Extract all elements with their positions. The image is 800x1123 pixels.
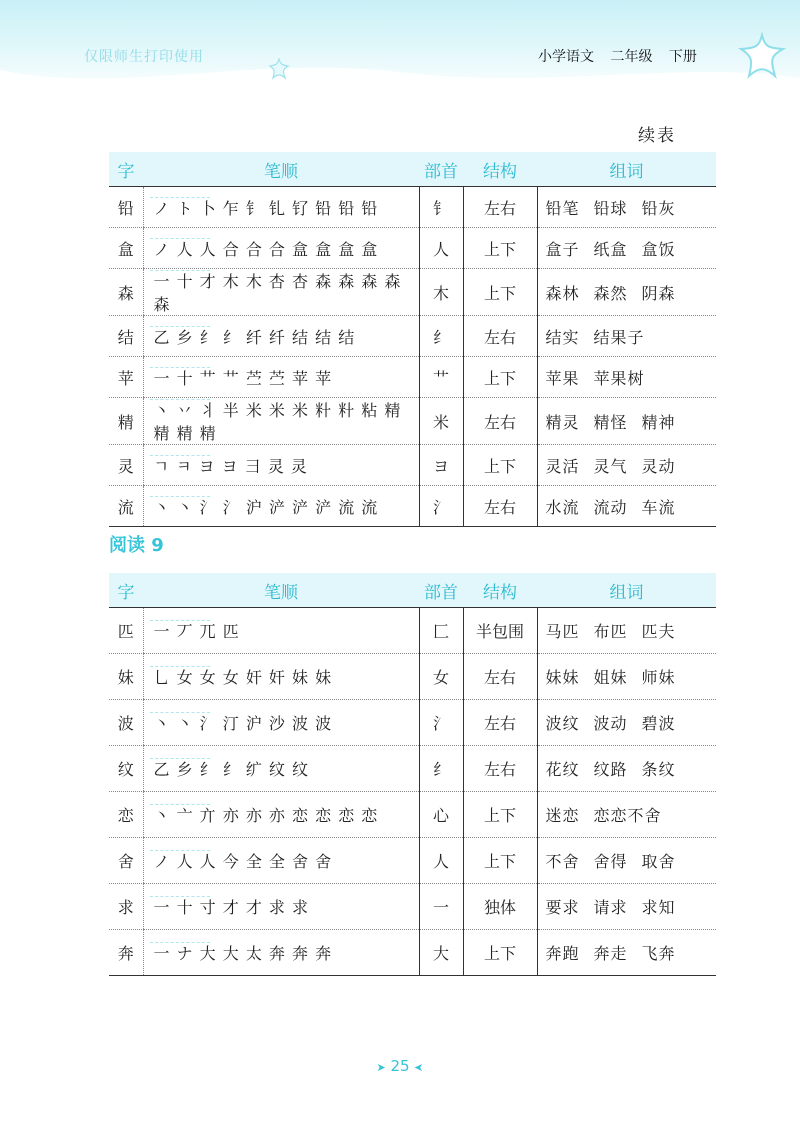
- star-decoration-icon: [738, 32, 786, 80]
- structure-text: 独体: [483, 898, 516, 917]
- stroke-order-cell: [143, 398, 419, 445]
- char-cell: [109, 269, 143, 316]
- radical-text: 心: [432, 806, 449, 825]
- table-row: [109, 269, 716, 316]
- char-text: 铅: [117, 198, 134, 218]
- char-text: 求: [117, 898, 134, 917]
- stroke-order-text: 丶 丶 氵 氵 沪 浐 浐 浐 流 流: [153, 497, 379, 517]
- radical-cell: [419, 445, 463, 486]
- column-header-char: 字: [109, 152, 143, 187]
- char-cell: [109, 700, 143, 746]
- char-cell: [109, 654, 143, 700]
- radical-text: 一: [432, 898, 449, 917]
- word-item: 森然: [593, 283, 628, 303]
- column-header-radical: 部首: [419, 573, 463, 608]
- word-item: 不舍: [545, 852, 580, 871]
- stroke-order-text: 一 十 艹 艹 苎 苎 苹 苹: [153, 368, 333, 388]
- word-item: 森林: [545, 283, 580, 303]
- radical-cell: [419, 838, 463, 884]
- arrow-right-icon: ➤: [376, 1061, 386, 1074]
- char-cell: [109, 228, 143, 269]
- char-cell: [109, 187, 143, 228]
- word-item: 迷恋: [545, 806, 580, 825]
- table-row: [109, 884, 716, 930]
- word-item: 奔跑: [545, 944, 580, 963]
- word-item: 布匹: [593, 622, 628, 641]
- subject-label: 小学语文: [538, 49, 594, 65]
- structure-text: 上下: [483, 806, 516, 825]
- table-row: [109, 838, 716, 884]
- stroke-order-cell: [143, 838, 419, 884]
- word-group-cell: [537, 445, 716, 486]
- stroke-order-cell: [143, 269, 419, 316]
- word-group-cell: [537, 398, 716, 445]
- radical-text: 人: [432, 239, 449, 259]
- stroke-order-cell: [143, 930, 419, 976]
- table-row: [109, 486, 716, 527]
- word-group-cell: [537, 700, 716, 746]
- word-group-cell: [537, 269, 716, 316]
- word-group-cell: [537, 884, 716, 930]
- char-text: 苹: [117, 368, 134, 388]
- stroke-order-text: 乙 乡 纟 纟 纩 纹 纹: [153, 760, 310, 779]
- radical-text: 女: [432, 668, 449, 687]
- structure-text: 左右: [483, 198, 516, 218]
- stroke-order-text: ノ 人 人 今 全 全 舍 舍: [153, 852, 333, 871]
- column-header-words: 组词: [537, 152, 716, 187]
- word-item: 姐妹: [593, 668, 628, 687]
- word-item: 精神: [641, 412, 676, 432]
- structure-cell: [463, 357, 537, 398]
- stroke-order-text: 一 丆 兀 匹: [153, 622, 240, 641]
- table-header-row: [109, 573, 716, 608]
- stroke-order-text: 乙 乡 纟 纟 纤 纤 结 结 结: [153, 327, 356, 347]
- word-item: 流动: [593, 497, 628, 517]
- char-cell: [109, 608, 143, 654]
- word-item: 纸盒: [593, 239, 628, 259]
- char-text: 灵: [117, 456, 134, 476]
- word-item: 盒饭: [641, 239, 676, 259]
- table-row: [109, 654, 716, 700]
- structure-text: 上下: [483, 944, 516, 963]
- structure-text: 左右: [483, 714, 516, 733]
- structure-text: 上下: [483, 456, 516, 476]
- stroke-order-text: 一 十 寸 才 才 求 求: [153, 898, 310, 917]
- word-item: 苹果树: [593, 368, 645, 388]
- page-number: [370, 1057, 430, 1075]
- stroke-order-text: 一 十 才 木 木 杏 杏 森 森 森 森 森: [153, 272, 402, 314]
- structure-text: 左右: [483, 412, 516, 432]
- table-row: [109, 228, 716, 269]
- word-item: 波动: [593, 714, 628, 733]
- word-item: 精灵: [545, 412, 580, 432]
- word-group-cell: [537, 486, 716, 527]
- radical-cell: [419, 269, 463, 316]
- structure-text: 上下: [483, 239, 516, 259]
- structure-text: 左右: [483, 497, 516, 517]
- stroke-order-cell: [143, 654, 419, 700]
- word-item: 师妹: [641, 668, 676, 687]
- word-item: 铅笔: [545, 198, 580, 218]
- word-item: 飞奔: [641, 944, 676, 963]
- structure-cell: [463, 654, 537, 700]
- word-group-cell: [537, 228, 716, 269]
- radical-text: 人: [432, 852, 449, 871]
- structure-cell: [463, 930, 537, 976]
- char-text: 精: [117, 412, 134, 432]
- column-header-radical: 部首: [419, 152, 463, 187]
- stroke-order-cell: [143, 792, 419, 838]
- char-text: 结: [117, 327, 134, 347]
- radical-cell: [419, 228, 463, 269]
- word-item: 阴森: [641, 283, 676, 303]
- structure-cell: [463, 269, 537, 316]
- structure-cell: [463, 746, 537, 792]
- structure-cell: [463, 398, 537, 445]
- radical-cell: [419, 884, 463, 930]
- word-item: 取舍: [641, 852, 676, 871]
- word-item: 碧波: [641, 714, 676, 733]
- page-number-value: 25: [390, 1057, 410, 1075]
- word-item: 灵动: [641, 456, 676, 476]
- word-group-cell: [537, 838, 716, 884]
- word-group-cell: [537, 316, 716, 357]
- word-item: 灵气: [593, 456, 628, 476]
- table-row: [109, 930, 716, 976]
- char-text: 妹: [117, 668, 134, 687]
- column-header-char: 字: [109, 573, 143, 608]
- radical-text: 匚: [432, 622, 449, 641]
- word-group-cell: [537, 792, 716, 838]
- char-cell: [109, 398, 143, 445]
- stroke-order-cell: [143, 608, 419, 654]
- arrow-left-icon: ➤: [414, 1061, 424, 1074]
- word-item: 要求: [545, 898, 580, 917]
- char-text: 森: [117, 283, 134, 303]
- char-cell: [109, 316, 143, 357]
- char-cell: [109, 930, 143, 976]
- stroke-order-text: 乚 女 女 女 奸 奸 妹 妹: [153, 668, 333, 687]
- radical-text: 大: [432, 944, 449, 963]
- structure-text: 左右: [483, 760, 516, 779]
- print-watermark: 仅限师生打印使用: [84, 49, 204, 65]
- column-header-strokes: 笔顺: [143, 573, 419, 608]
- char-text: 盒: [117, 239, 134, 259]
- word-item: 妹妹: [545, 668, 580, 687]
- word-group-cell: [537, 608, 716, 654]
- word-item: 舍得: [593, 852, 628, 871]
- stroke-order-text: ノ ト 卜 乍 钅 钆 钌 铅 铅 铅: [153, 198, 379, 218]
- word-item: 马匹: [545, 622, 580, 641]
- stroke-order-cell: [143, 316, 419, 357]
- stroke-order-text: 一 ナ 大 大 太 奔 奔 奔: [153, 944, 333, 963]
- structure-cell: [463, 792, 537, 838]
- radical-cell: [419, 187, 463, 228]
- word-item: 铅球: [593, 198, 628, 218]
- volume-label: 下册: [668, 49, 697, 65]
- char-cell: [109, 884, 143, 930]
- radical-cell: [419, 486, 463, 527]
- radical-cell: [419, 398, 463, 445]
- character-table-reading-9: [109, 573, 716, 976]
- char-cell: [109, 746, 143, 792]
- char-text: 恋: [117, 806, 134, 825]
- radical-text: 钅: [432, 198, 449, 218]
- stroke-order-text: 丶 丶 氵 汀 沪 沙 波 波: [153, 714, 333, 733]
- structure-cell: [463, 187, 537, 228]
- word-item: 波纹: [545, 714, 580, 733]
- stroke-order-text: 丶 亠 亣 亦 亦 亦 恋 恋 恋 恋: [153, 806, 379, 825]
- radical-text: 木: [432, 283, 449, 303]
- word-item: 花纹: [545, 760, 580, 779]
- word-item: 精怪: [593, 412, 628, 432]
- char-text: 波: [117, 714, 134, 733]
- stroke-order-cell: [143, 746, 419, 792]
- small-star-decoration-icon: [268, 58, 290, 80]
- word-group-cell: [537, 654, 716, 700]
- stroke-order-cell: [143, 357, 419, 398]
- char-cell: [109, 792, 143, 838]
- word-item: 结果子: [593, 327, 645, 347]
- structure-text: 左右: [483, 327, 516, 347]
- word-item: 条纹: [641, 760, 676, 779]
- word-item: 盒子: [545, 239, 580, 259]
- radical-cell: [419, 608, 463, 654]
- column-header-structure: 结构: [463, 573, 537, 608]
- table-row: [109, 398, 716, 445]
- continued-table-label: 续表: [638, 126, 676, 146]
- radical-cell: [419, 930, 463, 976]
- structure-cell: [463, 316, 537, 357]
- word-group-cell: [537, 746, 716, 792]
- radical-cell: [419, 316, 463, 357]
- structure-cell: [463, 445, 537, 486]
- stroke-order-cell: [143, 884, 419, 930]
- stroke-order-cell: [143, 445, 419, 486]
- stroke-order-cell: [143, 228, 419, 269]
- structure-cell: [463, 838, 537, 884]
- stroke-order-cell: [143, 700, 419, 746]
- word-item: 恋恋不舍: [593, 806, 662, 825]
- word-item: 灵活: [545, 456, 580, 476]
- stroke-order-cell: [143, 187, 419, 228]
- table-row: [109, 316, 716, 357]
- structure-text: 上下: [483, 852, 516, 871]
- stroke-order-text: ノ 人 人 合 合 合 盒 盒 盒 盒: [153, 239, 379, 259]
- word-item: 结实: [545, 327, 580, 347]
- structure-cell: [463, 700, 537, 746]
- section-title-reading-9: 阅读 9: [109, 535, 164, 556]
- table-row: [109, 792, 716, 838]
- table-row: [109, 357, 716, 398]
- radical-text: 氵: [432, 714, 449, 733]
- word-item: 铅灰: [641, 198, 676, 218]
- word-item: 水流: [545, 497, 580, 517]
- structure-cell: [463, 486, 537, 527]
- char-text: 匹: [117, 622, 134, 641]
- structure-cell: [463, 228, 537, 269]
- structure-text: 上下: [483, 368, 516, 388]
- char-text: 纹: [117, 760, 134, 779]
- word-item: 求知: [641, 898, 676, 917]
- radical-cell: [419, 792, 463, 838]
- radical-text: 氵: [432, 497, 449, 517]
- word-item: 车流: [641, 497, 676, 517]
- structure-text: 左右: [483, 668, 516, 687]
- table-row: [109, 746, 716, 792]
- word-item: 苹果: [545, 368, 580, 388]
- word-item: 请求: [593, 898, 628, 917]
- table-row: [109, 187, 716, 228]
- word-item: 匹夫: [641, 622, 676, 641]
- radical-cell: [419, 700, 463, 746]
- radical-text: 艹: [432, 368, 449, 388]
- radical-text: 纟: [432, 327, 449, 347]
- table-row: [109, 700, 716, 746]
- stroke-order-text: 丶 丷 丬 半 米 米 米 籵 籵 粘 精 精 精 精: [153, 401, 402, 443]
- radical-text: 纟: [432, 760, 449, 779]
- character-table-continued: [109, 152, 716, 527]
- column-header-structure: 结构: [463, 152, 537, 187]
- char-cell: [109, 357, 143, 398]
- word-group-cell: [537, 930, 716, 976]
- column-header-words: 组词: [537, 573, 716, 608]
- radical-cell: [419, 654, 463, 700]
- word-group-cell: [537, 187, 716, 228]
- char-text: 流: [117, 497, 134, 517]
- word-item: 奔走: [593, 944, 628, 963]
- stroke-order-text: ㄱ ㅋ ヨ ヨ 彐 灵 灵: [153, 456, 308, 476]
- structure-cell: [463, 608, 537, 654]
- radical-text: ヨ: [432, 456, 449, 476]
- word-item: 纹路: [593, 760, 628, 779]
- table-row: [109, 445, 716, 486]
- stroke-order-cell: [143, 486, 419, 527]
- char-cell: [109, 486, 143, 527]
- table-header-row: [109, 152, 716, 187]
- column-header-strokes: 笔顺: [143, 152, 419, 187]
- char-cell: [109, 445, 143, 486]
- table-row: [109, 608, 716, 654]
- radical-text: 米: [432, 412, 449, 432]
- char-text: 舍: [117, 852, 134, 871]
- word-group-cell: [537, 357, 716, 398]
- structure-text: 半包围: [475, 622, 524, 641]
- radical-cell: [419, 746, 463, 792]
- structure-cell: [463, 884, 537, 930]
- grade-label: 二年级: [610, 49, 653, 65]
- char-text: 奔: [117, 944, 134, 963]
- structure-text: 上下: [483, 283, 516, 303]
- char-cell: [109, 838, 143, 884]
- book-header: [538, 46, 709, 66]
- radical-cell: [419, 357, 463, 398]
